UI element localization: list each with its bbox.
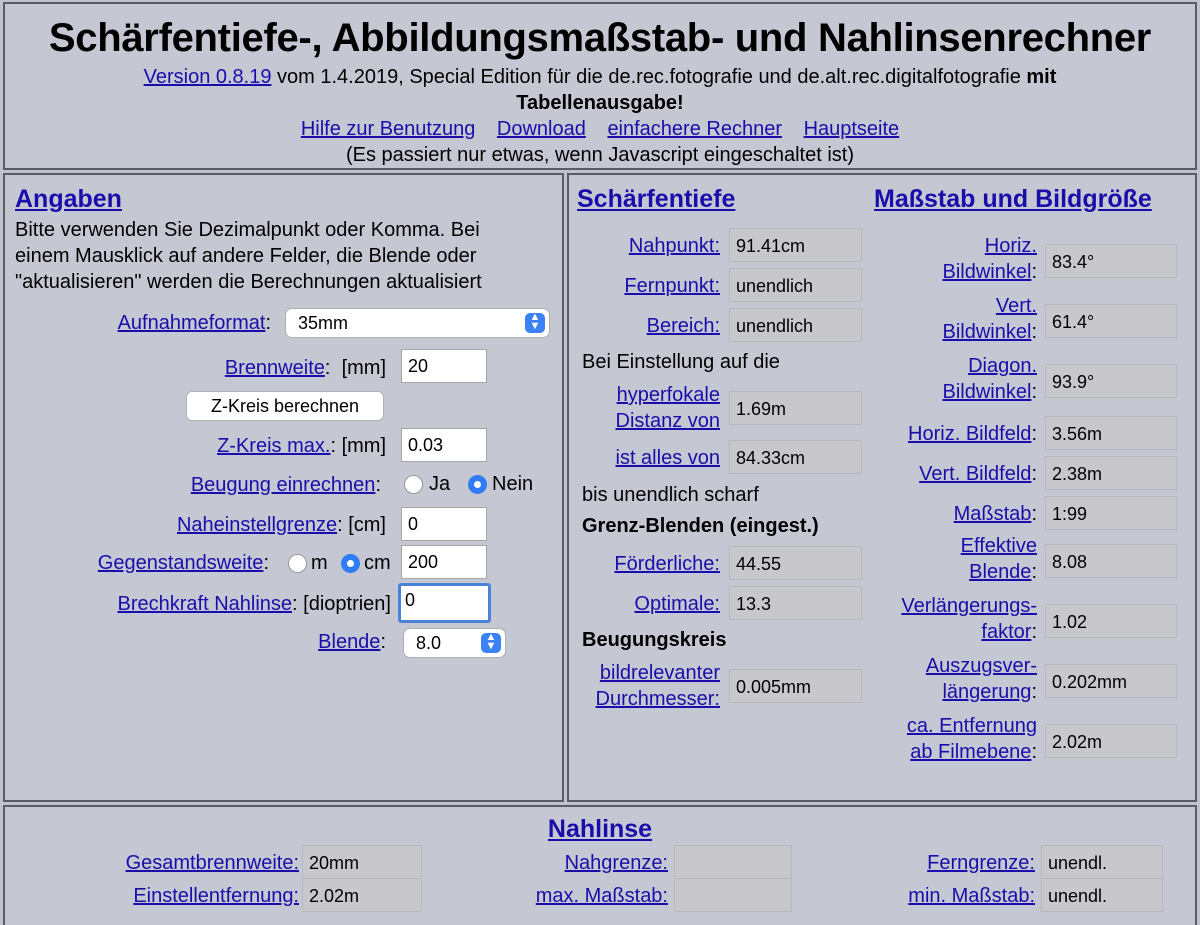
max-massstab-label[interactable]: max. Maßstab: [535,885,668,907]
ist-alles-von-output: 84.33cm [729,440,862,474]
colon: : [375,474,381,496]
download-link[interactable]: Download [496,118,586,140]
massstab-label-9 [907,713,1037,765]
beugung-nein-label: Nein [492,473,534,495]
header-panel [3,2,1197,170]
colon: : [1031,321,1037,343]
version-bold-mit: mit [1026,66,1057,88]
massstab-label-line2[interactable]: Vert. Bildfeld [919,463,1032,485]
ferngrenze-output: unendl. [1041,845,1163,879]
colon: : [380,631,386,653]
gegenstandsweite-m-label: m [311,552,328,574]
massstab-label-line1[interactable]: Vert. [995,295,1037,317]
nahpunkt-label[interactable]: Nahpunkt: [628,235,720,257]
massstab-label-line1[interactable]: Effektive [960,535,1037,557]
nahlinse-panel [3,805,1197,925]
beugung-ja-label: Ja [429,473,451,495]
nahlinse-title[interactable]: Nahlinse [547,815,653,843]
massstab-output-8: 0.202mm [1045,664,1177,698]
einstellentfernung-output: 2.02m [302,878,422,912]
massstab-output-5: 1:99 [1045,496,1177,530]
fernpunkt-output: unendlich [729,268,862,302]
hyperfokale-output: 1.69m [729,391,862,425]
colon: : [337,514,343,536]
beugung-nein-radio[interactable] [468,475,487,494]
javascript-note: (Es passiert nur etwas, wenn Javascript eingeschaltet ist) [346,144,854,166]
brechkraft-input[interactable]: 0 [398,583,491,623]
blende-label[interactable]: Blende [318,631,381,653]
massstab-label-line2[interactable]: längerung [942,681,1032,703]
intro-line-3: "aktualisieren" werden die Berechnungen aktualisiert [15,271,482,293]
hyperfokale-label-1[interactable]: hyperfokale [616,384,720,406]
intro-line-1: Bitte verwenden Sie Dezimalpunkt oder Komma. Bei [15,219,480,241]
bildrelevanter-output: 0.005mm [729,669,862,703]
massstab-label-line2[interactable]: Bildwinkel [942,321,1032,343]
foerderliche-label[interactable]: Förderliche: [614,553,720,575]
massstab-output-3: 3.56m [1045,416,1177,450]
colon: : [263,552,269,574]
massstab-label-5 [954,501,1037,527]
colon: : [292,593,298,615]
brennweite-label[interactable]: Brennweite [224,357,325,379]
massstab-label-1 [943,293,1038,345]
massstab-label-line2[interactable]: ab Filmebene [910,741,1032,763]
chevron-up-down-icon: ▲ ▼ [525,313,545,333]
massstab-label-0 [943,233,1038,285]
bereich-output: unendlich [729,308,862,342]
angaben-panel [3,173,564,802]
gegenstandsweite-cm-radio[interactable] [341,554,360,573]
brechkraft-unit: [dioptrien] [303,593,391,615]
naheinstellgrenze-unit: [cm] [348,514,386,536]
colon: : [1031,503,1037,525]
massstab-label-line2[interactable]: Horiz. Bildfeld [908,423,1032,445]
aufnahmeformat-select[interactable] [285,308,550,338]
header-links [5,116,1195,142]
min-massstab-output: unendl. [1041,878,1163,912]
colon: : [1031,261,1037,283]
simple-calculator-link[interactable]: einfachere Rechner [607,118,782,140]
massstab-label-3 [908,421,1037,447]
fernpunkt-label[interactable]: Fernpunkt: [624,275,720,297]
gesamtbrennweite-label[interactable]: Gesamtbrennweite: [125,852,299,874]
gegenstandsweite-label[interactable]: Gegenstandsweite [97,552,264,574]
massstab-label-2 [943,353,1038,405]
massstab-label-line2[interactable]: Bildwinkel [942,261,1032,283]
colon: : [1031,561,1037,583]
zkreis-input[interactable]: 0.03 [401,428,487,462]
optimale-output: 13.3 [729,586,862,620]
massstab-label-8 [926,653,1037,705]
massstab-output-7: 1.02 [1045,604,1177,638]
aufnahmeformat-label[interactable]: Aufnahmeformat [117,312,266,334]
homepage-link[interactable]: Hauptseite [803,118,900,140]
brechkraft-label[interactable]: Brechkraft Nahlinse [117,593,293,615]
colon: : [330,435,336,457]
beugung-ja-radio[interactable] [404,475,423,494]
massstab-label-line1[interactable]: Horiz. [984,235,1037,257]
aufnahmeformat-value: 35mm [298,313,349,333]
massstab-label-line1[interactable]: Verlängerungs- [901,595,1037,617]
gesamtbrennweite-output: 20mm [302,845,422,879]
massstab-label-4 [919,461,1037,487]
massstab-title[interactable]: Maßstab und Bildgröße [874,185,1152,213]
naheinstellgrenze-input[interactable]: 0 [401,507,487,541]
colon: : [1031,681,1037,703]
foerderliche-output: 44.55 [729,546,862,580]
zkreis-unit: [mm] [341,435,386,457]
beugungskreis-title: Beugungskreis [582,629,727,651]
blende-select[interactable] [403,628,506,658]
einstellentfernung-label[interactable]: Einstellentfernung: [133,885,299,907]
nahgrenze-output [674,845,792,879]
gegenstandsweite-input[interactable]: 200 [401,545,487,579]
colon: : [1031,381,1037,403]
optimale-label[interactable]: Optimale: [634,593,720,615]
bildrelevanter-label-1[interactable]: bildrelevanter [599,662,720,684]
zkreis-berechnen-button[interactable]: Z-Kreis berechnen [186,391,384,421]
version-bold-tabelle: Tabellenausgabe! [516,92,684,114]
beugung-label[interactable]: Beugung einrechnen [190,474,376,496]
massstab-label-line1[interactable]: Diagon. [968,355,1037,377]
grenz-blenden-title: Grenz-Blenden (eingest.) [582,515,819,537]
massstab-label-line2[interactable]: Blende [969,561,1032,583]
brennweite-unit: [mm] [341,357,386,379]
nahpunkt-output: 91.41cm [729,228,862,262]
naheinstellgrenze-label[interactable]: Naheinstellgrenze [176,514,338,536]
gegenstandsweite-cm-label: cm [364,552,391,574]
einstellung-text: Bei Einstellung auf die [582,351,780,373]
gegenstandsweite-m-radio[interactable] [288,554,307,573]
page-title: Schärfentiefe-, Abbildungsmaßstab- und Nahlinsenrechner [48,16,1152,60]
massstab-label-6 [961,533,1037,585]
schaerfentiefe-title[interactable]: Schärfentiefe [577,185,736,213]
massstab-output-4: 2.38m [1045,456,1177,490]
brennweite-input[interactable]: 20 [401,349,487,383]
colon: : [1031,621,1037,643]
massstab-label-line2[interactable]: faktor [981,621,1032,643]
version-text: vom 1.4.2019, Special Edition für die de.rec.fotografie und de.alt.rec.digitalfotografie [271,66,1027,88]
intro-line-2: einem Mausklick auf andere Felder, die Blende oder [15,245,477,267]
massstab-label-line1[interactable]: Auszugsver- [925,655,1037,677]
bereich-label[interactable]: Bereich: [646,315,720,337]
ist-alles-von-label[interactable]: ist alles von [615,447,720,469]
massstab-label-7 [901,593,1037,645]
massstab-output-9: 2.02m [1045,724,1177,758]
version-line-2 [5,90,1195,116]
help-link[interactable]: Hilfe zur Benutzung [300,118,476,140]
bis-unendlich-text: bis unendlich scharf [582,484,759,506]
version-link[interactable]: Version 0.8.19 [143,66,272,88]
blende-value: 8.0 [416,633,442,653]
min-massstab-label[interactable]: min. Maßstab: [908,885,1035,907]
massstab-label-line2[interactable]: Maßstab [953,503,1032,525]
nahgrenze-label[interactable]: Nahgrenze: [564,852,668,874]
results-panel [567,173,1197,802]
massstab-output-2: 93.9° [1045,364,1177,398]
version-line [5,64,1195,90]
max-massstab-output [674,878,792,912]
colon: : [324,357,331,379]
chevron-up-down-icon: ▲ ▼ [481,633,501,653]
bildrelevanter-label-2[interactable]: Durchmesser: [595,688,720,710]
hyperfokale-label-2[interactable]: Distanz von [615,410,720,432]
colon: : [265,312,271,334]
massstab-output-1: 61.4° [1045,304,1177,338]
angaben-title[interactable]: Angaben [15,185,122,213]
ferngrenze-label[interactable]: Ferngrenze: [927,852,1035,874]
massstab-label-line1[interactable]: ca. Entfernung [906,715,1037,737]
colon: : [1031,463,1037,485]
massstab-output-6: 8.08 [1045,544,1177,578]
zkreis-label[interactable]: Z-Kreis max. [217,435,331,457]
colon: : [1031,423,1037,445]
massstab-label-line2[interactable]: Bildwinkel [942,381,1032,403]
massstab-output-0: 83.4° [1045,244,1177,278]
colon: : [1031,741,1037,763]
